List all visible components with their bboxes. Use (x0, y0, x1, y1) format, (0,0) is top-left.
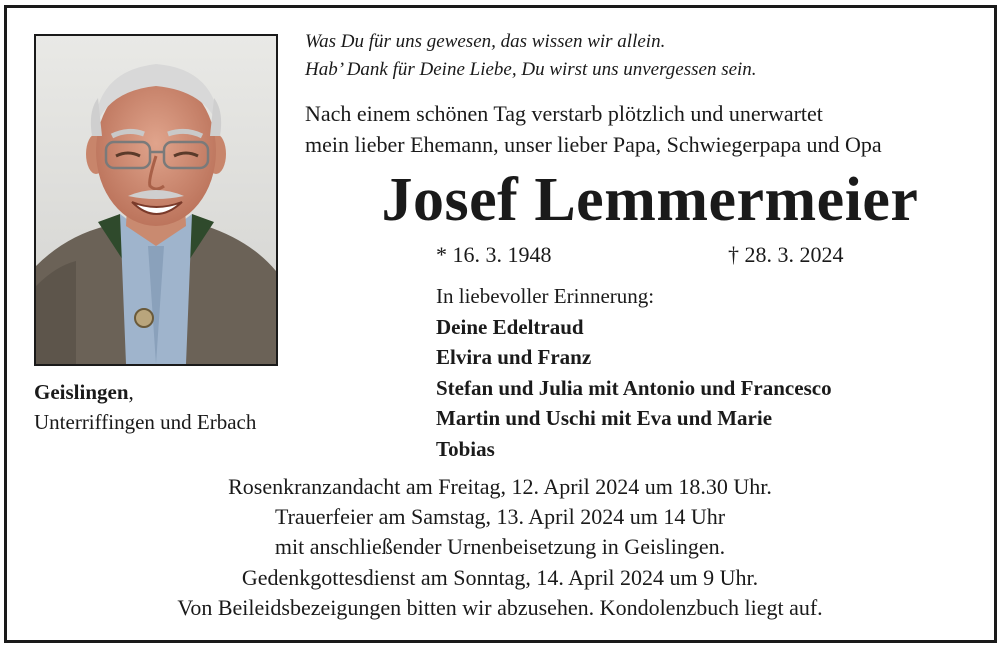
portrait-illustration (36, 36, 276, 364)
poem (305, 28, 757, 84)
portrait-photo (34, 34, 278, 366)
place-town: Geislingen (34, 380, 129, 404)
place-rest: Unterriffingen und Erbach (34, 410, 257, 434)
mourner-name: Elvira und Franz (436, 345, 592, 369)
event-line: mit anschließender Urnenbeisetzung in Geislingen. (274, 534, 726, 560)
mourners-lead: In liebevoller Erinnerung: (436, 284, 655, 308)
poem-line-2: Hab’ Dank für Deine Liebe, Du wirst uns unvergessen sein. (305, 59, 757, 80)
mourner-name: Martin und Uschi mit Eva und Marie (436, 406, 773, 430)
event-line: Trauerfeier am Samstag, 13. April 2024 um 14 Uhr (274, 504, 726, 530)
birth-date: * 16. 3. 1948 (436, 242, 552, 267)
intro-text (305, 98, 882, 160)
event-line: Von Beileidsbezeigungen bitten wir abzusehen. Kondolenzbuch liegt auf. (177, 594, 823, 620)
deceased-name: Josef Lemmermeier (381, 166, 919, 234)
poem-line-1: Was Du für uns gewesen, das wissen wir allein. (305, 31, 666, 52)
place-block: Geislingen, Unterriffingen und Erbach (34, 377, 256, 437)
mourners-list (436, 281, 832, 464)
mourner-name: Tobias (436, 436, 495, 461)
mourner-name: Stefan und Julia mit Antonio und Francesco (436, 375, 832, 400)
mourner-name: Deine Edeltraud (436, 314, 584, 339)
event-line: Rosenkranzandacht am Freitag, 12. April 2024 um 18.30 Uhr. (228, 474, 772, 499)
intro-line-2: mein lieber Ehemann, unser lieber Papa, Schwiegerpapa und Opa (305, 132, 882, 157)
intro-line-1: Nach einem schönen Tag verstarb plötzlich und unerwartet (305, 101, 823, 126)
death-date: † 28. 3. 2024 (728, 242, 844, 267)
event-line: Gedenkgottesdienst am Sonntag, 14. April 2024 um 9 Uhr. (241, 564, 759, 590)
service-announcements (0, 472, 1000, 623)
